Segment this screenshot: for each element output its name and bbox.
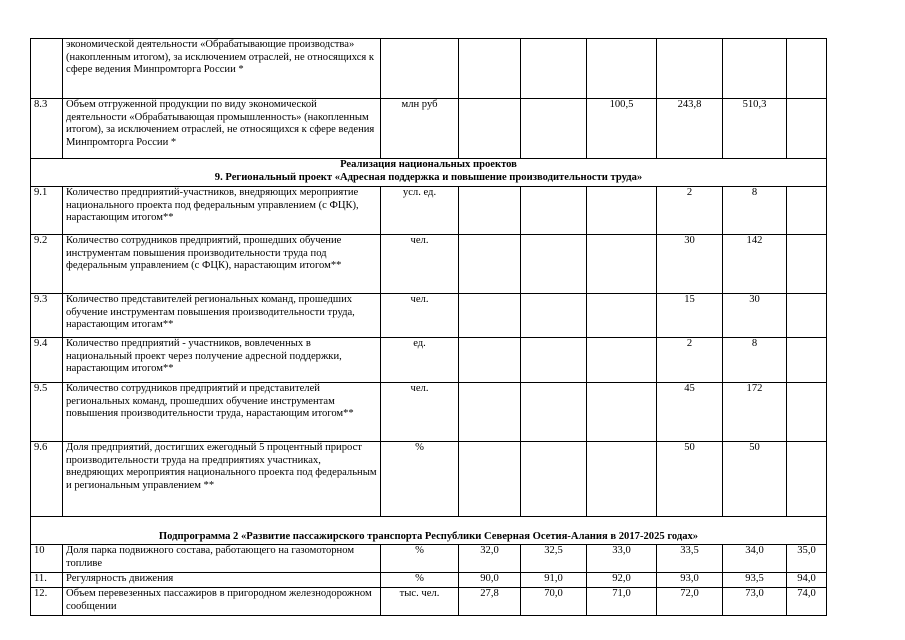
unit-cell: % xyxy=(381,573,459,588)
indicator-name: Доля парка подвижного состава, работающего на газомоторном топливе xyxy=(63,545,381,573)
value-cell xyxy=(521,294,587,338)
value-cell xyxy=(521,338,587,383)
table-row xyxy=(31,99,827,159)
row-number: 8.3 xyxy=(31,99,63,159)
unit-cell: чел. xyxy=(381,294,459,338)
value-cell: 8 xyxy=(723,187,787,235)
value-cell xyxy=(587,235,657,294)
value-cell xyxy=(787,235,827,294)
value-cell xyxy=(587,294,657,338)
section-national-projects-cell xyxy=(31,159,827,187)
indicator-name: Объем отгруженной продукции по виду экономической деятельности «Обрабатывающая промышленность» (накопленным итогом), за исключением отраслей, не относящихся к сфере ведения Минпромторга России * xyxy=(63,99,381,159)
section-subprogram-2 xyxy=(31,517,827,545)
indicator-name: Количество представителей региональных команд, прошедших обучение инструментам повышения производительности труда, нарастающим итогам** xyxy=(63,294,381,338)
value-cell: 74,0 xyxy=(787,588,827,616)
table-row xyxy=(31,573,827,588)
value-cell xyxy=(459,338,521,383)
value-cell xyxy=(459,383,521,442)
value-cell: 50 xyxy=(723,442,787,517)
row-number: 12. xyxy=(31,588,63,616)
value-cell xyxy=(521,187,587,235)
value-cell: 2 xyxy=(657,338,723,383)
value-cell xyxy=(459,39,521,99)
value-cell xyxy=(521,99,587,159)
section-national-projects xyxy=(31,159,827,187)
indicator-name: Регулярность движения xyxy=(63,573,381,588)
value-cell xyxy=(459,99,521,159)
row-number: 9.2 xyxy=(31,235,63,294)
value-cell: 32,5 xyxy=(521,545,587,573)
value-cell: 2 xyxy=(657,187,723,235)
value-cell xyxy=(787,294,827,338)
indicator-name: Количество сотрудников предприятий и представителей региональных команд, прошедших обучение инструментам повышения производительности труда, нарастающим итогом** xyxy=(63,383,381,442)
value-cell xyxy=(587,383,657,442)
indicator-name: Доля предприятий, достигших ежегодный 5 процентный прирост производительности труда на предприятиях участниках, внедряющих мероприятия национального проекта под федеральным и региональным управлением ** xyxy=(63,442,381,517)
indicator-name: Объем перевезенных пассажиров в пригородном железнодорожном сообщении xyxy=(63,588,381,616)
value-cell: 33,0 xyxy=(587,545,657,573)
value-cell xyxy=(459,187,521,235)
section-title: Подпрограмма 2 «Развитие пассажирского транспорта Республики Северная Осетия-Алания в 2017-2025 годах» xyxy=(158,531,699,543)
table-row xyxy=(31,294,827,338)
value-cell: 71,0 xyxy=(587,588,657,616)
section-subprogram-2-cell xyxy=(31,517,827,545)
value-cell xyxy=(587,338,657,383)
value-cell: 93,5 xyxy=(723,573,787,588)
value-cell xyxy=(787,338,827,383)
value-cell xyxy=(521,383,587,442)
table-row xyxy=(31,235,827,294)
value-cell: 33,5 xyxy=(657,545,723,573)
unit-cell: тыс. чел. xyxy=(381,588,459,616)
value-cell: 32,0 xyxy=(459,545,521,573)
table-row xyxy=(31,442,827,517)
indicators-table xyxy=(30,38,827,616)
value-cell: 30 xyxy=(723,294,787,338)
value-cell: 15 xyxy=(657,294,723,338)
value-cell xyxy=(787,442,827,517)
row-number: 9.1 xyxy=(31,187,63,235)
row-number: 9.4 xyxy=(31,338,63,383)
value-cell: 142 xyxy=(723,235,787,294)
value-cell xyxy=(787,99,827,159)
value-cell xyxy=(587,442,657,517)
value-cell: 94,0 xyxy=(787,573,827,588)
table-row xyxy=(31,338,827,383)
unit-cell: ед. xyxy=(381,338,459,383)
table-row xyxy=(31,383,827,442)
section-title: 9. Региональный проект «Адресная поддержка и повышение производительности труда» xyxy=(214,171,643,183)
unit-cell xyxy=(381,39,459,99)
unit-cell: % xyxy=(381,545,459,573)
unit-cell: чел. xyxy=(381,383,459,442)
value-cell xyxy=(521,39,587,99)
indicator-name: экономической деятельности «Обрабатывающие производства» (накопленным итогом), за исключением отраслей, не относящихся к сфере ведения Минпромторга России * xyxy=(63,39,381,99)
value-cell: 35,0 xyxy=(787,545,827,573)
unit-cell: % xyxy=(381,442,459,517)
indicator-name: Количество предприятий - участников, вовлеченных в национальный проект через получение адресной поддержки, нарастающим итогом** xyxy=(63,338,381,383)
row-number: 9.3 xyxy=(31,294,63,338)
indicator-name: Количество сотрудников предприятий, прошедших обучение инструментам повышения производительности труда под федеральным управлением (с ФЦК), нарастающим итогом** xyxy=(63,235,381,294)
value-cell: 172 xyxy=(723,383,787,442)
value-cell: 92,0 xyxy=(587,573,657,588)
value-cell xyxy=(459,442,521,517)
value-cell: 30 xyxy=(657,235,723,294)
value-cell xyxy=(787,383,827,442)
unit-cell: млн руб xyxy=(381,99,459,159)
value-cell xyxy=(587,39,657,99)
value-cell: 50 xyxy=(657,442,723,517)
value-cell: 27,8 xyxy=(459,588,521,616)
table-row xyxy=(31,588,827,616)
value-cell: 73,0 xyxy=(723,588,787,616)
value-cell: 243,8 xyxy=(657,99,723,159)
row-number: 9.6 xyxy=(31,442,63,517)
value-cell: 91,0 xyxy=(521,573,587,588)
value-cell: 100,5 xyxy=(587,99,657,159)
value-cell xyxy=(657,39,723,99)
row-number: 9.5 xyxy=(31,383,63,442)
value-cell: 93,0 xyxy=(657,573,723,588)
unit-cell: усл. ед. xyxy=(381,187,459,235)
value-cell xyxy=(459,235,521,294)
value-cell xyxy=(587,187,657,235)
value-cell: 8 xyxy=(723,338,787,383)
row-number: 11. xyxy=(31,573,63,588)
value-cell xyxy=(787,187,827,235)
value-cell: 70,0 xyxy=(521,588,587,616)
indicator-name: Количество предприятий-участников, внедряющих мероприятие национального проекта под федеральным управлением (с ФЦК), нарастающим итогом** xyxy=(63,187,381,235)
value-cell xyxy=(521,442,587,517)
value-cell xyxy=(787,39,827,99)
value-cell xyxy=(723,39,787,99)
row-number xyxy=(31,39,63,99)
section-title: Реализация национальных проектов xyxy=(340,159,517,170)
value-cell xyxy=(521,235,587,294)
value-cell: 510,3 xyxy=(723,99,787,159)
value-cell: 72,0 xyxy=(657,588,723,616)
table-row xyxy=(31,39,827,99)
row-number: 10 xyxy=(31,545,63,573)
value-cell: 45 xyxy=(657,383,723,442)
table-body xyxy=(31,39,827,616)
table-row xyxy=(31,545,827,573)
value-cell xyxy=(459,294,521,338)
table-row xyxy=(31,187,827,235)
unit-cell: чел. xyxy=(381,235,459,294)
value-cell: 34,0 xyxy=(723,545,787,573)
value-cell: 90,0 xyxy=(459,573,521,588)
